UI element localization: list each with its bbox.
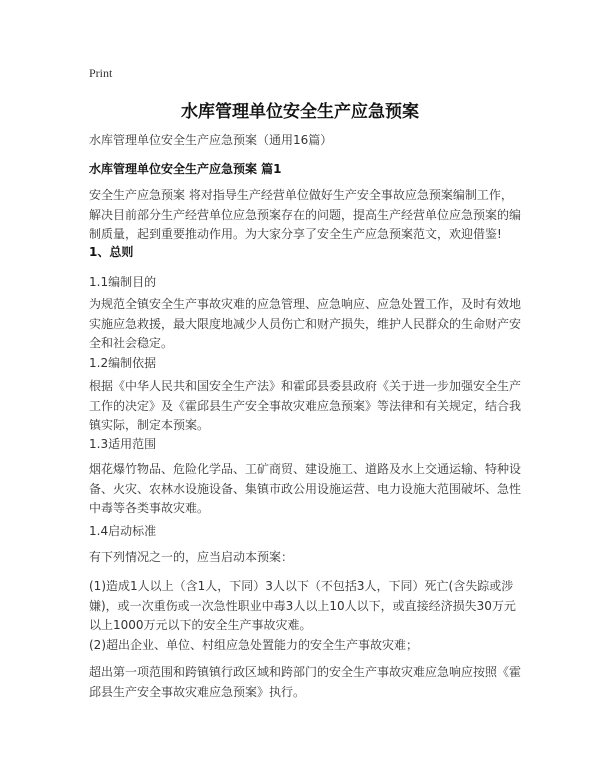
text-line: 邱县生产安全事故灾难应急预案》执行。: [89, 684, 306, 699]
heading-general: [89, 243, 529, 263]
document-subtitle: [89, 131, 529, 151]
section-1-4-intro: [89, 548, 529, 568]
section-1-1-title: [89, 273, 529, 293]
text-line: 制质量，起到重要推动作用。为大家分享了安全生产应急预案范文，欢迎借鉴!: [89, 227, 502, 241]
text-line: 水库管理单位安全生产应急预案（通用16篇）: [89, 133, 333, 147]
text-line: 1.3适用范围: [89, 437, 157, 451]
section-1-3-title: [89, 435, 529, 455]
text-line: (2)超出企业、单位、村组应急处置能力的安全生产事故灾难；: [89, 638, 419, 652]
text-line: 1、总则: [89, 245, 134, 259]
text-line: 超出第一项范围和跨镇镇行政区域和跨部门的安全生产事故灾难应急响应按照《霍: [89, 665, 522, 679]
text-line: 以上1000万元以下的安全生产事故灾难。: [89, 618, 312, 632]
criterion-1: [89, 577, 529, 636]
page-title: 水库管理单位安全生产应急预案: [181, 102, 419, 122]
text-line: 有下列情况之一的，应当启动本预案：: [89, 550, 294, 564]
section-heading: [89, 160, 529, 180]
text-line: 镇实际，制定本预案。: [89, 418, 210, 432]
text-line: 工作的决定》及《霍邱县生产安全事故灾难应急预案》等法律和有关规定，结合我: [89, 398, 522, 413]
text-line: 1.1编制目的: [89, 275, 157, 289]
text-line: 水库管理单位安全生产应急预案 篇1: [89, 162, 282, 176]
text-line: 解决目前部分生产经营单位应急预案存在的问题，提高生产经营单位应急预案的编: [89, 207, 522, 222]
print-label: Print: [89, 66, 113, 80]
section-1-2-title: [89, 354, 529, 374]
text-line: 为规范全镇安全生产事故灾难的应急管理、应急响应、应急处置工作，及时有效地: [89, 297, 522, 311]
text-line: 1.2编制依据: [89, 356, 157, 370]
text-line: 安全生产应急预案 将对指导生产经营单位做好生产安全事故应急预案编制工作，: [89, 188, 513, 202]
section-1-3-body: [89, 460, 529, 519]
section-1-2-body: [89, 377, 529, 436]
text-line: 实施应急救援，最大限度地减少人员伤亡和财产损失，维护人民群众的生命财产安: [89, 316, 522, 331]
text-line: 嫌)，或一次重伤或一次急性职业中毒3人以上10人以下，或直接经济损失30万元: [89, 598, 516, 613]
closing-paragraph: [89, 663, 529, 702]
intro-paragraph: [89, 186, 529, 245]
text-line: 全和社会稳定。: [89, 336, 174, 350]
text-line: 1.4启动标准: [89, 524, 157, 538]
text-line: 备、火灾、农林水设施设备、集镇市政公用设施运营、电力设施大范围破坏、急性: [89, 481, 522, 496]
text-line: 烟花爆竹物品、危险化学品、工矿商贸、建设施工、道路及水上交通运输、特种设: [89, 462, 522, 476]
criterion-2: [89, 636, 529, 656]
text-line: 根据《中华人民共和国安全生产法》和霍邱县委县政府《关于进一步加强安全生产: [89, 379, 522, 393]
section-1-1-body: [89, 295, 529, 354]
section-1-4-title: [89, 522, 529, 542]
text-line: 中毒等各类事故灾难。: [89, 501, 210, 515]
text-line: (1)造成1人以上（含1人，下同）3人以下（不包括3人，下同）死亡(含失踪或涉: [89, 579, 514, 593]
